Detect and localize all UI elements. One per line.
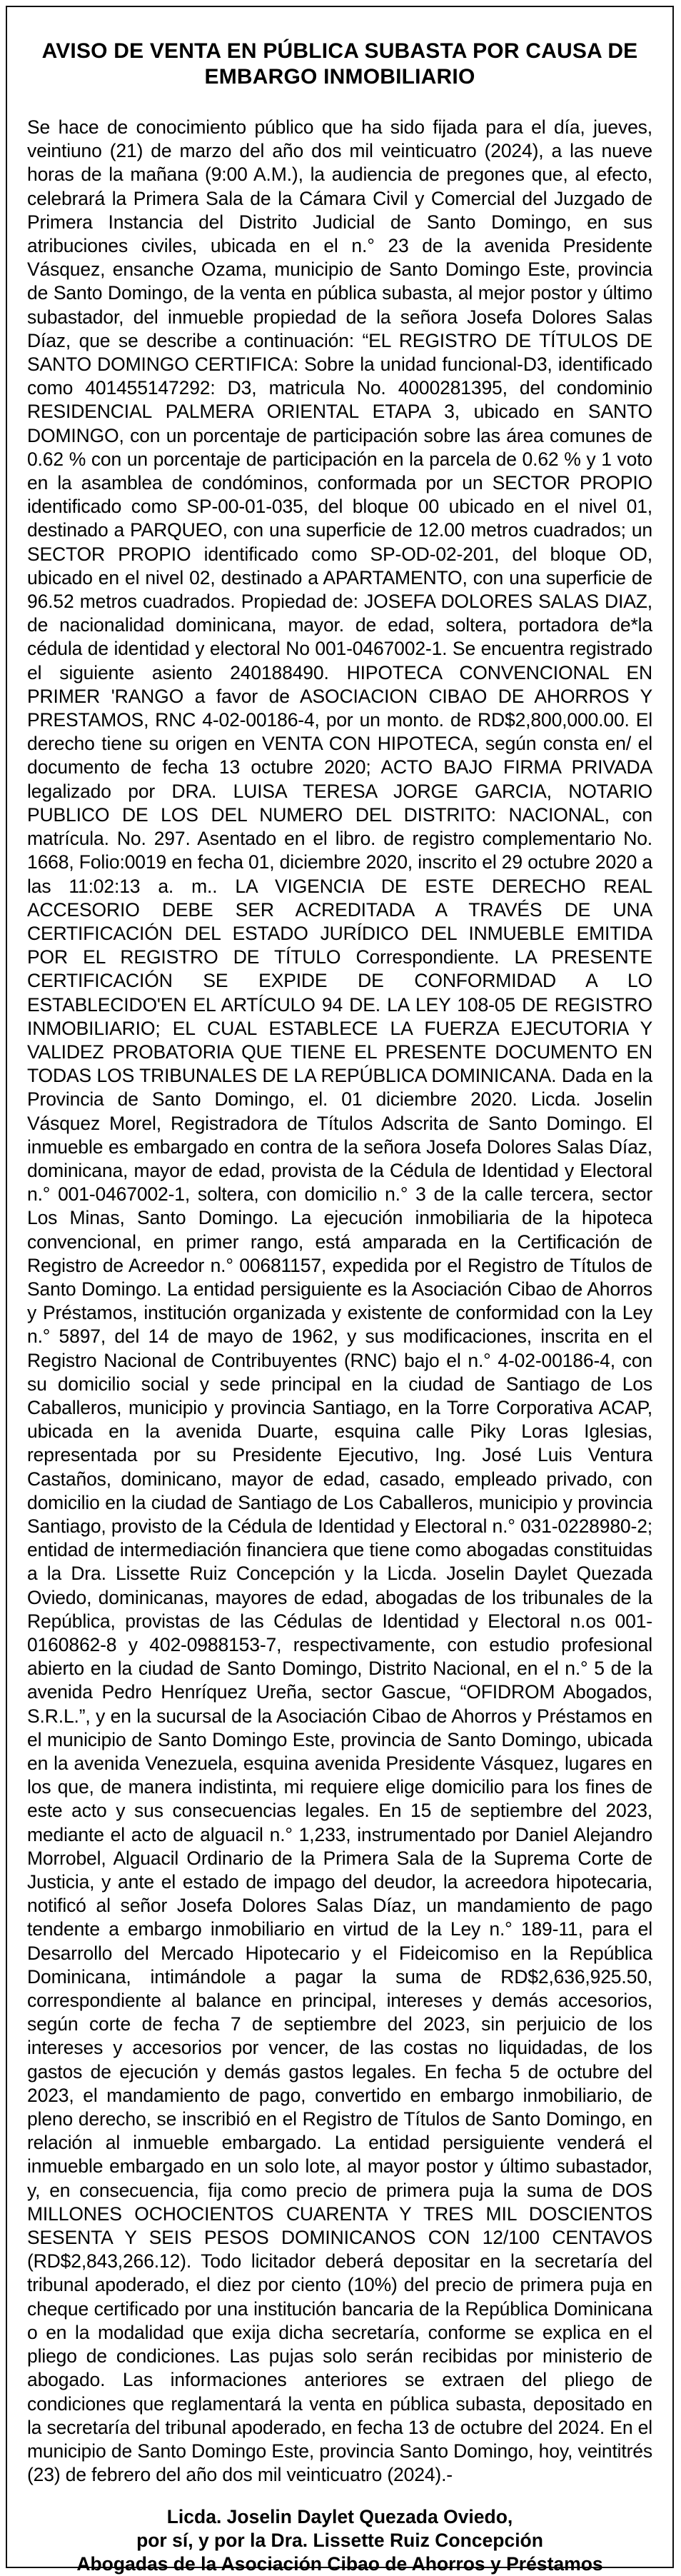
signature-line-1: Licda. Joselin Daylet Quezada Oviedo,	[166, 2506, 513, 2528]
signature-block	[27, 2505, 652, 2576]
signature-line-2: por sí, y por la Dra. Lissette Ruiz Concepción	[136, 2530, 543, 2552]
auction-notice	[6, 6, 674, 2575]
notice-title-line-1: AVISO DE VENTA EN PÚBLICA SUBASTA POR CAUSA DE	[41, 39, 638, 63]
notice-title-line-2: EMBARGO INMOBILIARIO	[204, 65, 475, 89]
notice-title	[27, 39, 652, 90]
notice-body: Se hace de conocimiento público que ha sido fijada para el día, jueves, veintiuno (21) de marzo del año dos mil veinticuatro (2024), a las nueve horas de la mañana (9:00 A.M.), la audiencia de pregones que, al efecto, celebrará la Primera Sala de la Cámara Civil y Comercial del Juzgado de Primera Instancia del Distrito Judicial de Santo Domingo, en sus atribuciones civiles, ubicada en el n.° 23 de la avenida Presidente Vásquez, ensanche Ozama, municipio de Santo Domingo Este, provincia de Santo Domingo, de la venta en pública subasta, al mejor postor y último subastador, del inmueble propiedad de la señora Josefa Dolores Salas Díaz, que se describe a continuación: “EL REGISTRO DE TÍTULOS DE SANTO DOMINGO CERTIFICA: Sobre la unidad funcional-D3, identificado como 401455147292: D3, matricula No. 4000281395, del condominio RESIDENCIAL PALMERA ORIENTAL ETAPA 3, ubicado en SANTO DOMINGO, con un porcentaje de participación sobre las área comunes de 0.62 % con un porcentaje de participación en la parcela de 0.62 % y 1 voto en la asamblea de condóminos, conformada por un SECTOR PROPIO identificado como SP-00-01-035, del bloque 00 ubicado en el nivel 01, destinado a PARQUEO, con una superficie de 12.00 metros cuadrados; un SECTOR PROPIO identificado como SP-OD-02-201, del bloque OD, ubicado en el nivel 02, destinado a APARTAMENTO, con una superficie de 96.52 metros cuadrados. Propiedad de: JOSEFA DOLORES SALAS DIAZ, de nacionalidad dominicana, mayor. de edad, soltera, portadora de*la cédula de identidad y electoral No 001-0467002-1. Se encuentra registrado el siguiente asiento 240188490. HIPOTECA CONVENCIONAL EN PRIMER 'RANGO a favor de ASOCIACION CIBAO DE AHORROS Y PRESTAMOS, RNC 4-02-00186-4, por un monto. de RD$2,800,000.00. El derecho tiene su origen en VENTA CON HIPOTECA, según consta en/ el documento de fecha 13 octubre 2020; ACTO BAJO FIRMA PRIVADA legalizado por DRA. LUISA TERESA JORGE GARCIA, NOTARIO PUBLICO DE LOS DEL NUMERO DEL DISTRITO: NACIONAL, con matrícula. No. 297. Asentado en el libro. de registro complementario No. 1668, Folio:0019 en fecha 01, diciembre 2020, inscrito el 29 octubre 2020 a las 11:02:13 a. m.. LA VIGENCIA DE ESTE DERECHO REAL ACCESORIO DEBE SER ACREDITADA A TRAVÉS DE UNA CERTIFICACIÓN DEL ESTADO JURÍDICO DEL INMUEBLE EMITIDA POR EL REGISTRO DE TÍTULO Correspondiente. LA PRESENTE CERTIFICACIÓN SE EXPIDE DE CONFORMIDAD A LO ESTABLECIDO'EN EL ARTÍCULO 94 DE. LA LEY 108-05 DE REGISTRO INMOBILIARIO; EL CUAL ESTABLECE LA FUERZA EJECUTORIA Y VALIDEZ PROBATORIA QUE TIENE EL PRESENTE DOCUMENTO EN TODAS LOS TRIBUNALES DE LA REPÚBLICA DOMINICANA. Dada en la Provincia de Santo Domingo, el. 01 diciembre 2020. Licda. Joselin Vásquez Morel, Registradora de Títulos Adscrita de Santo Domingo. El inmueble es embargado en contra de la señora Josefa Dolores Salas Díaz, dominicana, mayor de edad, provista de la Cédula de Identidad y Electoral n.° 001-0467002-1, soltera, con domicilio n.° 3 de la calle tercera, sector Los Minas, Santo Domingo. La ejecución inmobiliaria de la hipoteca convencional, en primer rango, está amparada en la Certificación de Registro de Acreedor n.° 00681157, expedida por el Registro de Títulos de Santo Domingo. La entidad persiguiente es la Asociación Cibao de Ahorros y Préstamos, institución organizada y existente de conformidad con la Ley n.° 5897, del 14 de mayo de 1962, y sus modificaciones, inscrita en el Registro Nacional de Contribuyentes (RNC) bajo el n.° 4-02-00186-4, con su domicilio social y sede principal en la ciudad de Santiago de Los Caballeros, municipio y provincia Santiago, en la Torre Corporativa ACAP, ubicada en la avenida Duarte, esquina calle Piky Loras Iglesias, representada por su Presidente Ejecutivo, Ing. José Luis Ventura Castaños, dominicano, mayor de edad, casado, empleado privado, con domicilio en la ciudad de Santiago de Los Caballeros, municipio y provincia Santiago, provisto de la Cédula de Identidad y Electoral n.° 031-0228980-2; entidad de intermediación financiera que tiene como abogadas constituidas a la Dra. Lissette Ruiz Concepción y la Licda. Joselin Daylet Quezada Oviedo, dominicanas, mayores de edad, abogadas de los tribunales de la República, provistas de las Cédulas de Identidad y Electoral n.os 001-0160862-8 y 402-0988153-7, respectivamente, con estudio profesional abierto en la ciudad de Santo Domingo, Distrito Nacional, en el n.° 5 de la avenida Pedro Henríquez Ureña, sector Gascue, “OFIDROM Abogados, S.R.L.”, y en la sucursal de la Asociación Cibao de Ahorros y Préstamos en el municipio de Santo Domingo Este, provincia de Santo Domingo, ubicada en la avenida Venezuela, esquina avenida Presidente Vásquez, lugares en los que, de manera indistinta, mi requiere elige domicilio para los fines de este acto y sus consecuencias legales. En 15 de septiembre del 2023, mediante el acto de alguacil n.° 1,233, instrumentado por Daniel Alejandro Morrobel, Alguacil Ordinario de la Primera Sala de la Suprema Corte de Justicia, y ante el estado de impago del deudor, la acreedora hipotecaria, notificó al señor Josefa Dolores Salas Díaz, un mandamiento de pago tendente a embargo inmobiliario en virtud de la Ley n.° 189-11, para el Desarrollo del Mercado Hipotecario y el Fideicomiso en la República Dominicana, intimándole a pagar la suma de RD$2,636,925.50, correspondiente al balance en principal, intereses y demás accesorios, según corte de fecha 7 de septiembre del 2023, sin perjuicio de los intereses y accesorios por vencer, de las costas no liquidadas, de los gastos de ejecución y demás gastos legales. En fecha 5 de octubre del 2023, el mandamiento de pago, convertido en embargo inmobiliario, de pleno derecho, se inscribió en el Registro de Títulos de Santo Domingo, en relación al inmueble embargado. La entidad persiguiente venderá el inmueble embargado en un solo lote, al mayor postor y último subastador, y, en consecuencia, fija como precio de primera puja la suma de DOS MILLONES OCHOCIENTOS CUARENTA Y TRES MIL DOSCIENTOS SESENTA Y SEIS PESOS DOMINICANOS CON 12/100 CENTAVOS (RD$2,843,266.12). Todo licitador deberá depositar en la secretaría del tribunal apoderado, el diez por ciento (10%) del precio de primera puja en cheque certificado por una institución bancaria de la República Dominicana o en la modalidad que exija dicha secretaría, conforme se explica en el pliego de condiciones. Las pujas solo serán recibidas por ministerio de abogado. Las informaciones anteriores se extraen del pliego de condiciones que reglamentará la venta en pública subasta, depositado en la secretaría del tribunal apoderado, en fecha 13 de octubre del 2024. En el municipio de Santo Domingo Este, provincia Santo Domingo, hoy, veintitrés (23) de febrero del año dos mil veinticuatro (2024).-	[27, 116, 652, 2486]
signature-line-3: Abogadas de la Asociación Cibao de Ahorros y Préstamos	[76, 2553, 603, 2575]
